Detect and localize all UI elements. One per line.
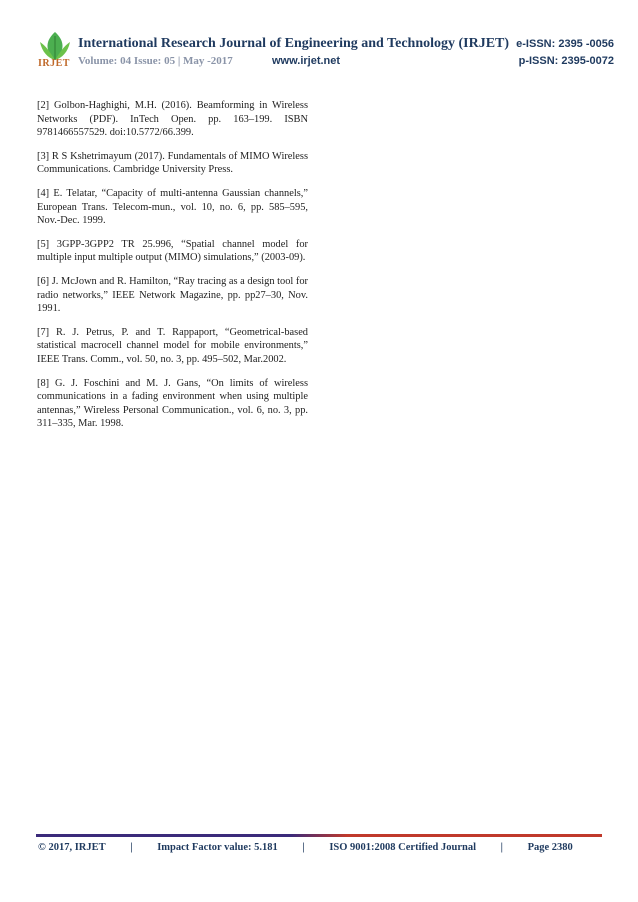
footer-divider <box>36 834 602 837</box>
reference-item: [3] R S Kshetrimayum (2017). Fundamentals of MIMO Wireless Communications. Cambridge University Press. <box>37 150 308 176</box>
footer-page-number: Page 2380 <box>527 842 573 853</box>
footer-separator: | <box>500 842 503 853</box>
reference-item: [6] J. McJown and R. Hamilton, “Ray tracing as a design tool for radio networks,” IEEE Network Magazine, pp. pp27–30, Nov. 1991. <box>37 275 308 315</box>
page-footer <box>38 842 604 853</box>
volume-info: Volume: 04 Issue: 05 | May -2017 <box>78 55 233 67</box>
reference-item: [5] 3GPP-3GPP2 TR 25.996, “Spatial channel model for multiple input multiple output (MIMO) simulations,” (2003-09). <box>37 238 308 264</box>
p-issn: p-ISSN: 2395-0072 <box>518 55 614 67</box>
reference-item: [7] R. J. Petrus, P. and T. Rappaport, “Geometrical-based statistical macrocell channel model for mobile environments,” IEEE Trans. Comm., vol. 50, no. 3, pp. 495–502, Mar.2002. <box>37 326 308 365</box>
reference-list <box>37 99 308 441</box>
reference-item: [8] G. J. Foschini and M. J. Gans, “On limits of wireless communications in a fading environment when using multiple antennas,” Wireless Personal Communication., vol. 6, no. 3, pp. 311–335, Mar. 1998. <box>37 377 308 430</box>
e-issn: e-ISSN: 2395 -0056 <box>516 38 614 50</box>
logo-text: IRJET <box>38 58 70 69</box>
footer-separator: | <box>130 842 133 853</box>
reference-item: [2] Golbon-Haghighi, M.H. (2016). Beamforming in Wireless Networks (PDF). InTech Open. pp. 163–199. ISBN 9781466557529. doi:10.5772/66.399. <box>37 100 308 139</box>
reference-item: [4] E. Telatar, “Capacity of multi-antenna Gaussian channels,” European Trans. Telecom-mun., vol. 10, no. 6, pp. 585–595, Nov.-Dec. 1999. <box>37 187 308 227</box>
footer-copyright: © 2017, IRJET <box>38 842 106 853</box>
footer-iso: ISO 9001:2008 Certified Journal <box>329 842 477 853</box>
footer-separator: | <box>302 842 305 853</box>
website-link[interactable]: www.irjet.net <box>272 55 341 67</box>
journal-title: International Research Journal of Engineering and Technology (IRJET) <box>78 36 510 51</box>
footer-impact-factor: Impact Factor value: 5.181 <box>157 842 278 853</box>
